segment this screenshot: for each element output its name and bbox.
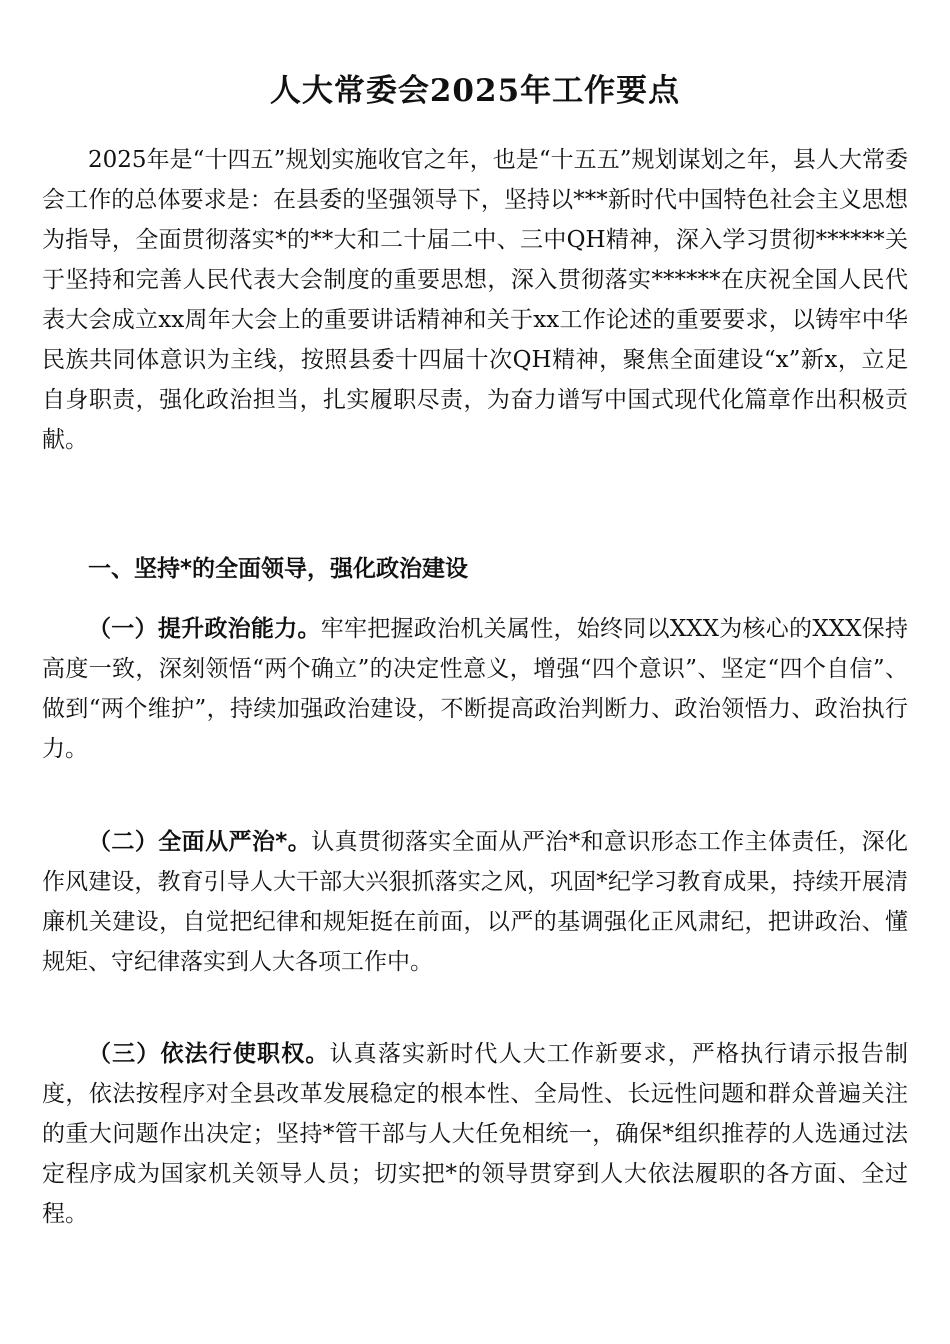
- item-lead-2: （二）全面从严治*。: [88, 829, 312, 855]
- item-paragraph-1: [42, 609, 908, 769]
- intro-paragraph: 2025年是“十四五”规划实施收官之年，也是“十五五”规划谋划之年，县人大常委会工作的总体要求是：在县委的坚强领导下，坚持以***新时代中国特色社会主义思想为指导，全面贯彻落实*的**大和二十届二中、三中QH精神，深入学习贯彻******关于坚持和完善人民代表大会制度的重要思想，深入贯彻落实******在庆祝全国人民代表大会成立xx周年大会上的重要讲话精神和关于xx工作论述的重要要求，以铸牢中华民族共同体意识为主线，按照县委十四届十次QH精神，聚焦全面建设“x”新x，立足自身职责，强化政治担当，扎实履职尽责，为奋力谱写中国式现代化篇章作出积极贡献。: [42, 147, 908, 453]
- item-text-1: 牢牢把握政治机关属性，始终同以XXX为核心的XXX保持高度一致，深刻领悟“两个确立”的决定性意义，增强“四个意识”、坚定“四个自信”、做到“两个维护”，持续加强政治建设，不断提高政治判断力、政治领悟力、政治执行力。: [42, 616, 908, 762]
- document-title: 人大常委会2025年工作要点: [269, 72, 681, 109]
- section-heading: 一、坚持*的全面领导，强化政治建设: [88, 556, 469, 582]
- item-text-3: 认真落实新时代人大工作新要求，严格执行请示报告制度，依法按程序对全县改革发展稳定的根本性、全局性、长远性问题和群众普遍关注的重大问题作出决定；坚持*管干部与人大任免相统一，确保*组织推荐的人选通过法定程序成为国家机关领导人员；切实把*的领导贯穿到人大依法履职的各方面、全过程。: [42, 1041, 909, 1227]
- item-text-2: 认真贯彻落实全面从严治*和意识形态工作主体责任，深化作风建设，教育引导人大干部大兴狠抓落实之风，巩固*纪学习教育成果，持续开展清廉机关建设，自觉把纪律和规矩挺在前面，以严的基调强化正风肃纪，把讲政治、懂规矩、守纪律落实到人大各项工作中。: [42, 829, 909, 975]
- item-paragraph-3: [42, 1034, 908, 1234]
- item-paragraph-2: [42, 822, 908, 982]
- item-lead-3: （三）依法行使职权。: [88, 1041, 330, 1067]
- item-lead-1: （一）提升政治能力。: [88, 616, 321, 642]
